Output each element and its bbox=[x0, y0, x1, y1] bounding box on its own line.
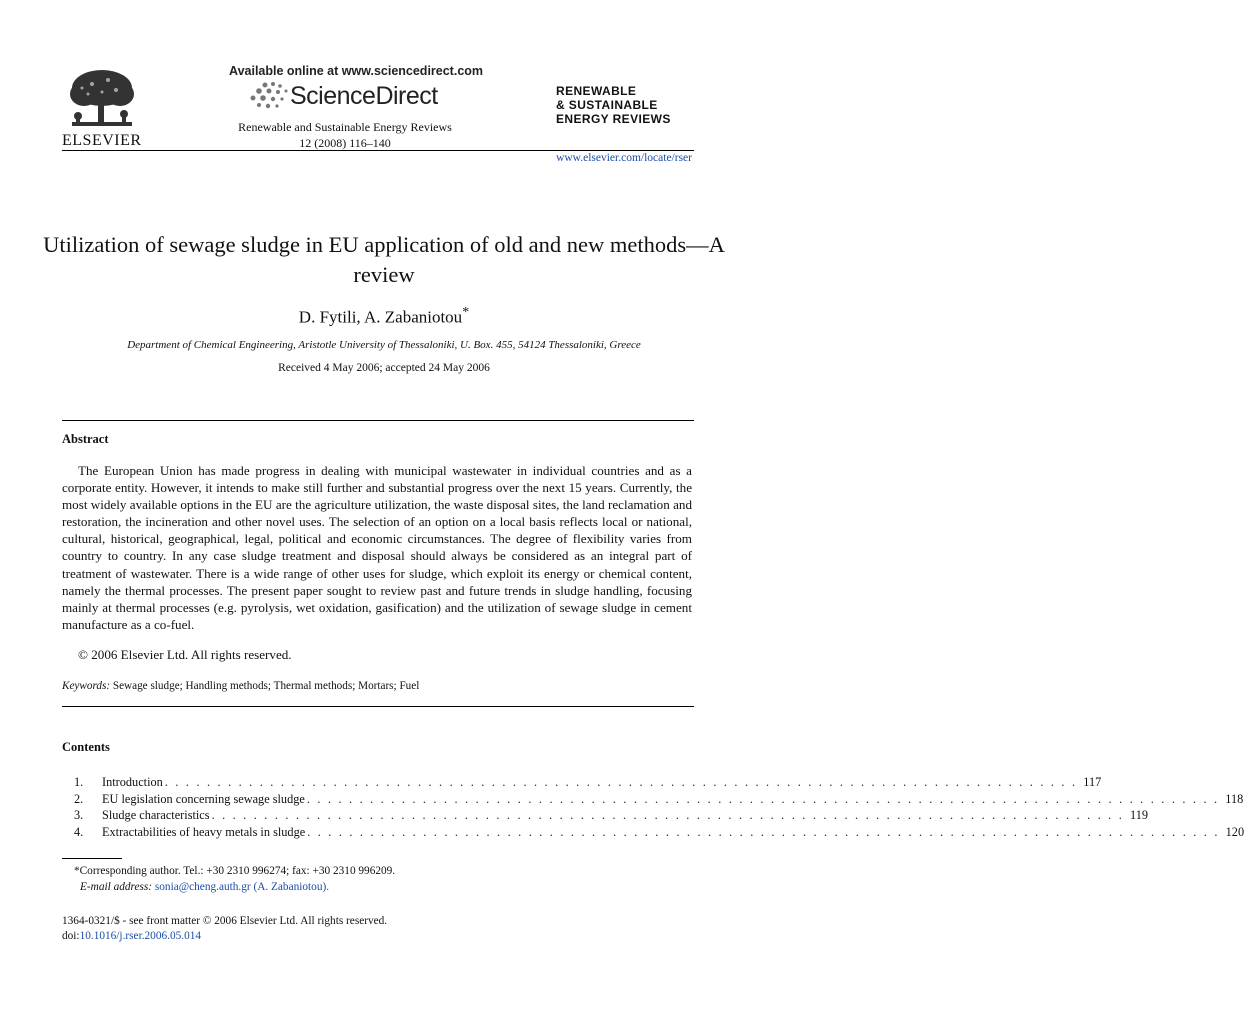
toc-item-number: 1. bbox=[74, 775, 84, 789]
corresponding-author-mark[interactable]: * bbox=[462, 305, 470, 320]
toc-leader-dots: . . . . . . . . . . . . . . . . . . . . . . . . . . . . . . . . . . . . . . . . . . . . . . . . . . . . . . . . . . . . . . . . . . . . . . . . . . . . . . . . . . . . . . . bbox=[164, 775, 1078, 789]
toc-leader-dots: . . . . . . . . . . . . . . . . . . . . . . . . . . . . . . . . . . . . . . . . . . . . . . . . . . . . . . . . . . . . . . . . . . . . . . . . . . . . . . . . . . . . . . . bbox=[211, 808, 1125, 822]
abstract-heading: Abstract bbox=[62, 432, 109, 446]
journal-url-link[interactable]: www.elsevier.com/locate/rser bbox=[556, 152, 692, 164]
brand-line-3: ENERGY REVIEWS bbox=[556, 112, 671, 126]
toc-leader-dots: . . . . . . . . . . . . . . . . . . . . . . . . . . . . . . . . . . . . . . . . . . . . . . . . . . . . . . . . . . . . . . . . . . . . . . . . . . . . . . . . . . . . . . . bbox=[306, 792, 1220, 806]
toc-item[interactable] bbox=[74, 774, 1102, 790]
article-title: Utilization of sewage sludge in EU application of old and new methods—A review bbox=[43, 232, 725, 287]
doi-line bbox=[62, 930, 201, 942]
toc-item-title: Introduction bbox=[102, 775, 163, 789]
abstract-bottom-divider bbox=[62, 706, 694, 707]
email-footnote bbox=[80, 881, 329, 893]
brand-line-1: RENEWABLE bbox=[556, 84, 637, 98]
email-link[interactable]: sonia@cheng.auth.gr (A. Zabaniotou). bbox=[154, 881, 330, 893]
abstract-text: The European Union has made progress in dealing with municipal wastewater in individual countries and as a corporate entity. However, it intends to make still further and substantial progress over the next 15 years. Currently, the most widely available options in the EU are the agriculture utilization, the waste disposal sites, the land reclamation and restoration, the incineration and other novel uses. The selection of an option on a local basis reflects local or national, cultural, historical, geographical, legal, political and economic circumstances. The degree of flexibility varies from country to country. In any case sludge treatment and disposal should always be considered as an integral part of treatment of wastewater. There is a wide range of other uses for sludge, which exploit its energy or chemical content, namely the thermal processes. The present paper sought to review past and future trends in sludge handling, focusing mainly at thermal processes (e.g. pyrolysis, wet oxidation, gasification) and the utilization of sewage sludge in cement manufacture as a co-fuel. bbox=[62, 463, 692, 632]
keywords bbox=[62, 680, 419, 692]
abstract-top-divider bbox=[62, 420, 694, 421]
corresponding-author-footnote: *Corresponding author. Tel.: +30 2310 996274; fax: +30 2310 996209. bbox=[74, 865, 396, 877]
article-authors bbox=[40, 305, 728, 328]
author-affiliation: Department of Chemical Engineering, Aristotle University of Thessaloniki, U. Box. 455, 54124 Thessaloniki, Greece bbox=[127, 339, 641, 351]
received-dates: Received 4 May 2006; accepted 24 May 2006 bbox=[278, 362, 490, 374]
toc-item-number: 2. bbox=[74, 792, 84, 806]
keywords-list: Sewage sludge; Handling methods; Thermal methods; Mortars; Fuel bbox=[112, 680, 420, 692]
issn-line: 1364-0321/$ - see front matter © 2006 Elsevier Ltd. All rights reserved. bbox=[62, 915, 388, 927]
toc-item-page: 117 bbox=[1083, 775, 1102, 789]
journal-volume: 12 (2008) 116–140 bbox=[299, 136, 391, 150]
available-online-text: Available online at www.sciencedirect.com bbox=[229, 64, 484, 78]
journal-name: Renewable and Sustainable Energy Reviews bbox=[238, 120, 452, 134]
keywords-label: Keywords: bbox=[62, 680, 111, 692]
journal-brand bbox=[556, 84, 671, 126]
toc-item[interactable] bbox=[74, 824, 1244, 840]
toc-item-page: 119 bbox=[1130, 808, 1149, 822]
toc-item[interactable] bbox=[74, 791, 1244, 807]
toc-item[interactable] bbox=[74, 807, 1149, 823]
toc-leader-dots: . . . . . . . . . . . . . . . . . . . . . . . . . . . . . . . . . . . . . . . . . . . . . . . . . . . . . . . . . . . . . . . . . . . . . . . . . . . . . . . . . . . . . . . bbox=[307, 825, 1220, 839]
email-label: E-mail address: bbox=[80, 881, 153, 893]
sciencedirect-dots-icon bbox=[245, 80, 293, 110]
toc-item-page: 120 bbox=[1225, 825, 1244, 839]
authors-names: D. Fytili, A. Zabaniotou bbox=[298, 307, 463, 327]
toc-item-title: EU legislation concerning sewage sludge bbox=[102, 792, 305, 806]
brand-line-2: & SUSTAINABLE bbox=[556, 98, 658, 112]
doi-link[interactable]: 10.1016/j.rser.2006.05.014 bbox=[79, 930, 202, 942]
sciencedirect-logo-text: ScienceDirect bbox=[290, 82, 438, 110]
publisher-name: ELSEVIER bbox=[62, 132, 142, 149]
contents-heading: Contents bbox=[62, 740, 110, 754]
footnote-divider bbox=[62, 858, 122, 859]
abstract-copyright: © 2006 Elsevier Ltd. All rights reserved. bbox=[78, 647, 292, 662]
toc-item-number: 3. bbox=[74, 808, 84, 822]
header-divider bbox=[62, 150, 694, 151]
toc-item-title: Extractabilities of heavy metals in sludge bbox=[102, 825, 306, 839]
toc-item-page: 118 bbox=[1225, 792, 1244, 806]
toc-item-number: 4. bbox=[74, 825, 84, 839]
doi-label: doi: bbox=[62, 930, 80, 942]
toc-item-title: Sludge characteristics bbox=[102, 808, 210, 822]
